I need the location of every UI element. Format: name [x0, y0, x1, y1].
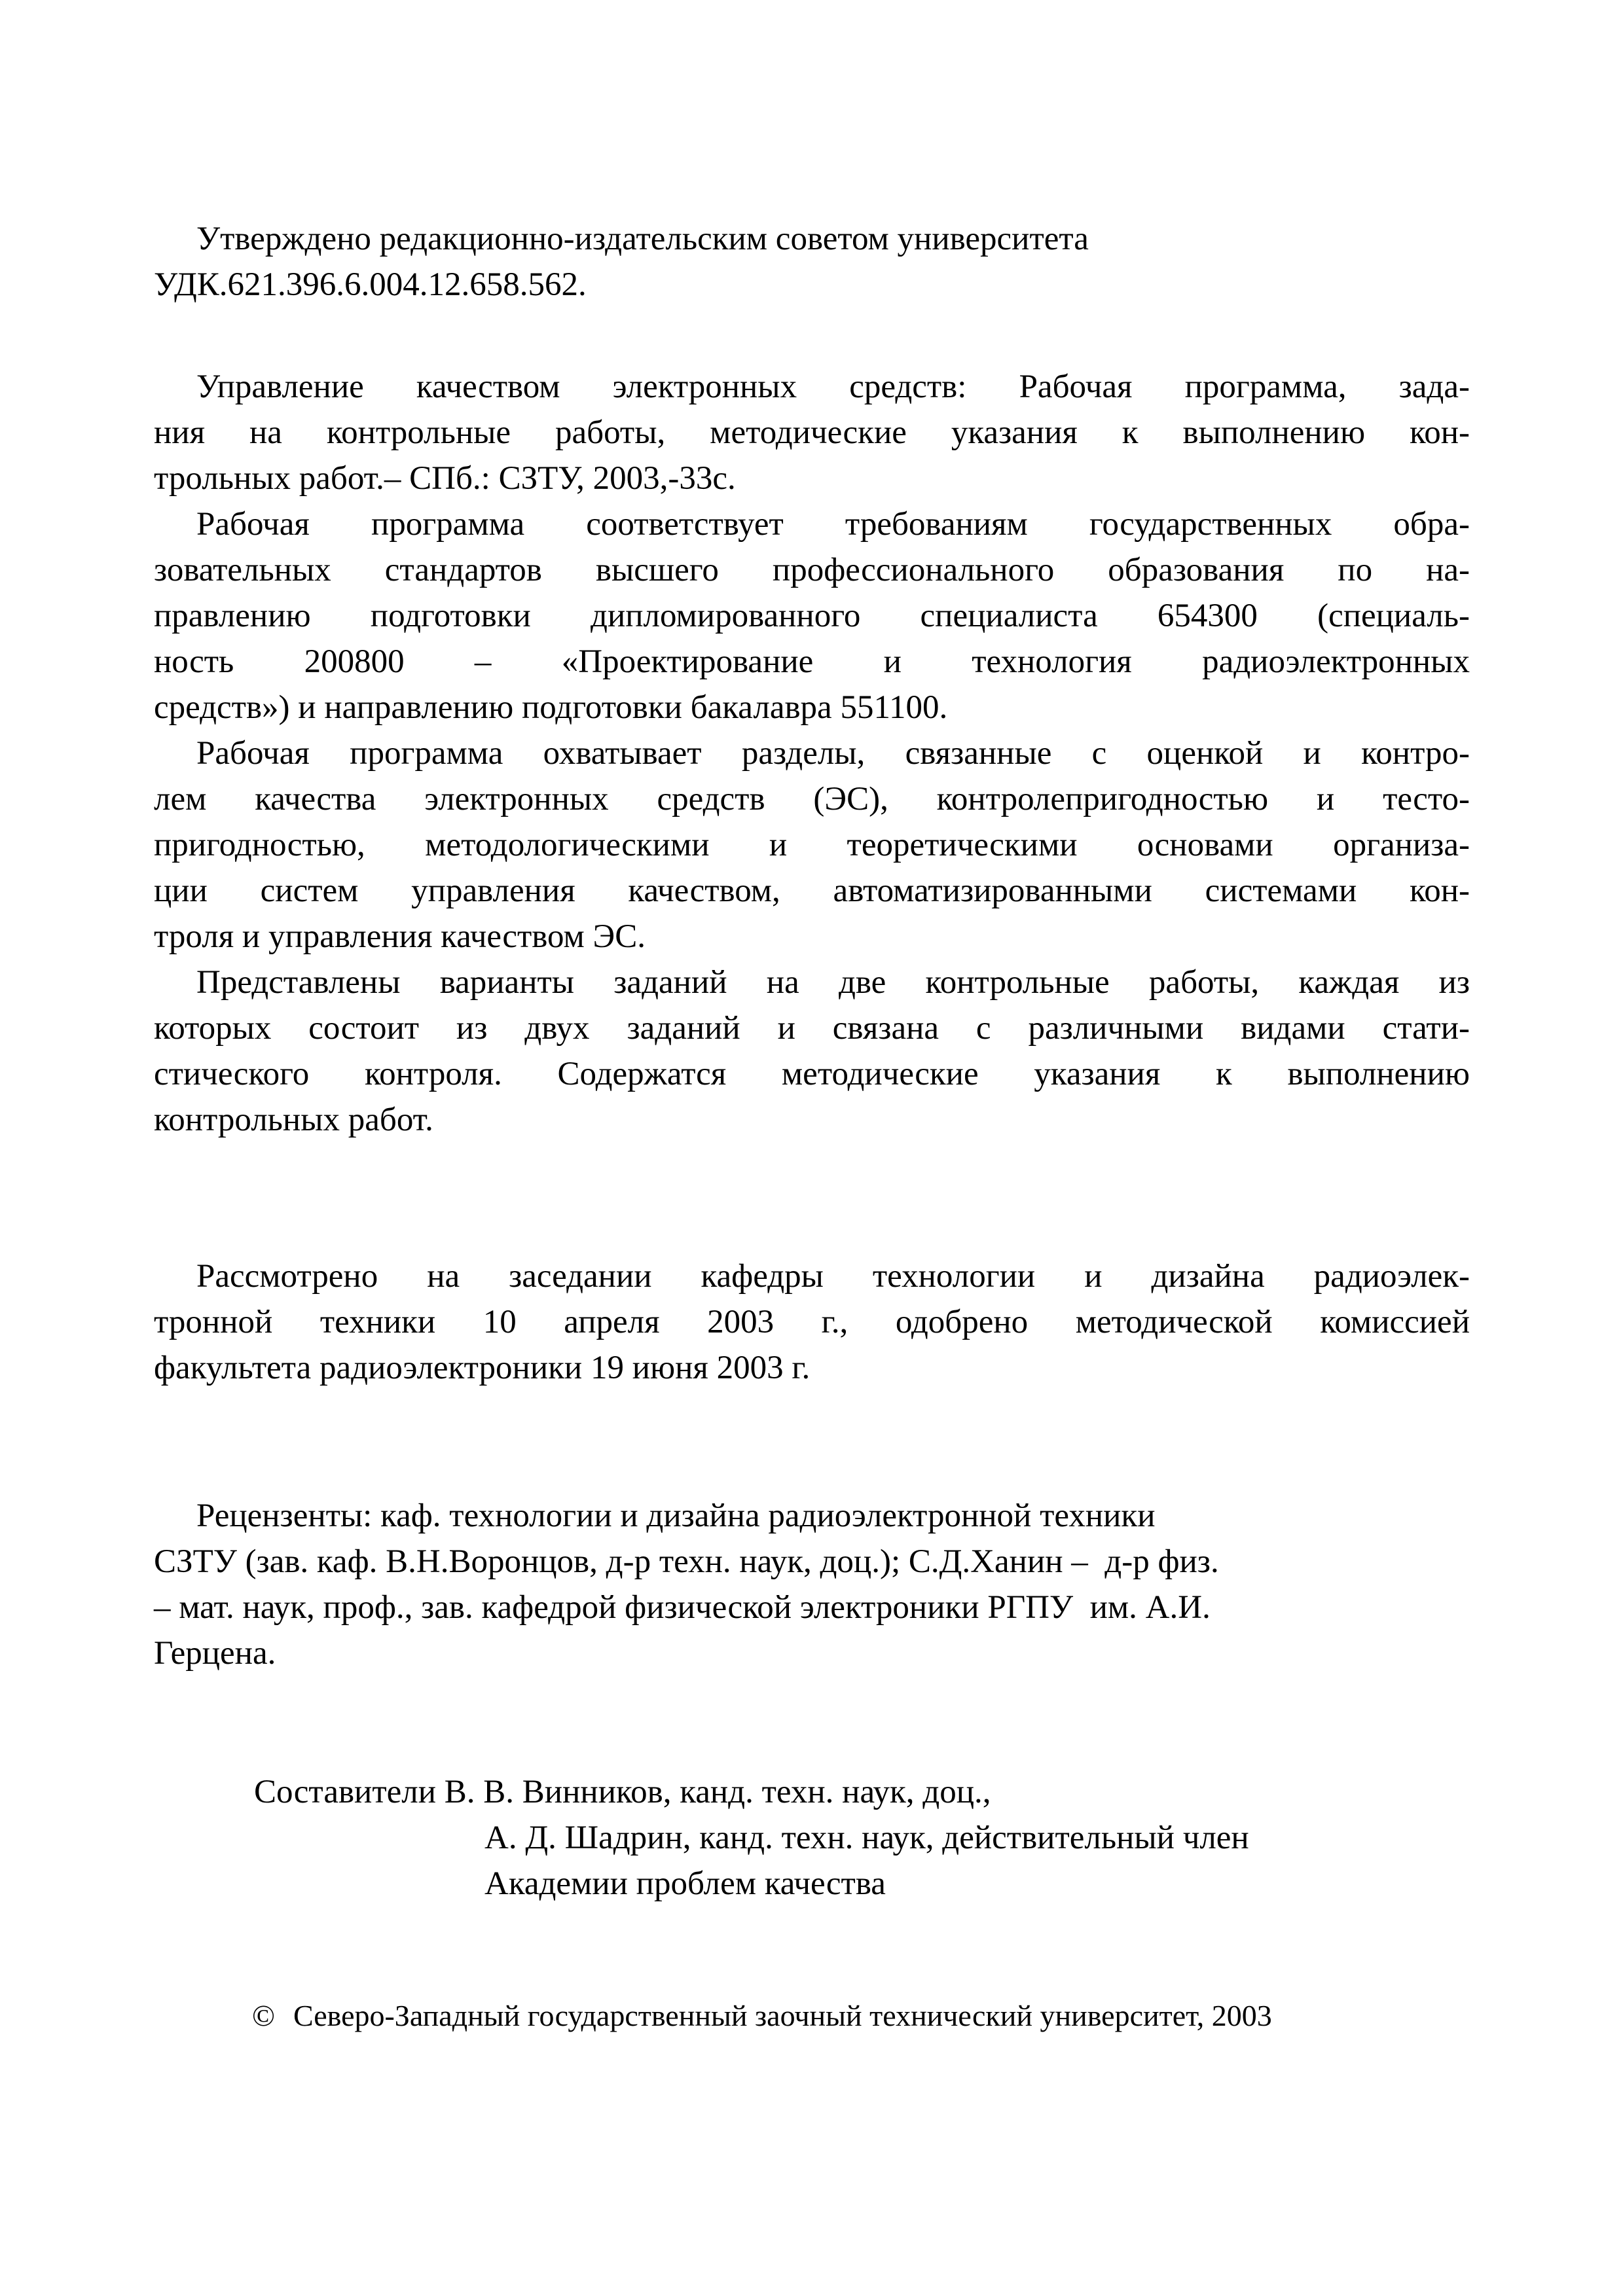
abstract-paragraph-title — [154, 364, 1470, 501]
copyright-text: Северо-Западный государственный заочный технический университет, 2003 — [293, 1999, 1272, 2032]
abstract-line: средств») и направлению подготовки бакалавра 551100. — [154, 689, 948, 726]
approval-block — [154, 216, 1470, 308]
copyright-line — [252, 1993, 1272, 2039]
abstract-line: Рабочая программа охватывает разделы, связанные с оценкой и контро- — [196, 735, 1470, 772]
review-approval-block — [154, 1253, 1470, 1391]
reviewers-line: СЗТУ (зав. каф. В.Н.Воронцов, д-р техн. наук, доц.); С.Д.Ханин – д-р физ. — [154, 1543, 1219, 1580]
abstract-line: Управление качеством электронных средств: Рабочая программа, зада- — [196, 368, 1470, 405]
reviewers-block — [154, 1493, 1470, 1676]
abstract-line: зовательных стандартов высшего профессионального образования по на- — [154, 552, 1470, 588]
review-approval-line: факультета радиоэлектроники 19 июня 2003 г. — [154, 1350, 811, 1386]
abstract-line: трольных работ.– СПб.: СЗТУ, 2003,-33с. — [154, 460, 736, 497]
compiler-shadrin-affiliation: Академии проблем качества — [484, 1865, 886, 1902]
compiler-vinnikov: Составители В. В. Винников, канд. техн. наук, доц., — [254, 1774, 991, 1810]
review-approval-line: Рассмотрено на заседании кафедры технологии и дизайна радиоэлек- — [196, 1258, 1470, 1295]
abstract-line: пригодностью, методологическими и теоретическими основами организа- — [154, 827, 1470, 863]
reviewers-line: – мат. наук, проф., зав. кафедрой физической электроники РГПУ им. А.И. — [154, 1589, 1211, 1626]
approval-statement: Утверждено редакционно-издательским советом университета — [196, 221, 1089, 257]
abstract-line: контрольных работ. — [154, 1102, 433, 1138]
udk-code: УДК.621.396.6.004.12.658.562. — [154, 266, 587, 303]
abstract-line: правлению подготовки дипломированного специалиста 654300 (специаль- — [154, 598, 1470, 634]
abstract-line: Рабочая программа соответствует требованиям государственных обра- — [196, 506, 1470, 543]
reviewers-line: Герцена. — [154, 1635, 276, 1672]
abstract-line: ния на контрольные работы, методические указания к выполнению кон- — [154, 414, 1470, 451]
copyright-icon: © — [252, 1999, 275, 2032]
reviewers-line: Рецензенты: каф. технологии и дизайна радиоэлектронной техники — [196, 1498, 1156, 1534]
abstract-line: которых состоит из двух заданий и связана с различными видами стати- — [154, 1010, 1470, 1047]
abstract-line: ции систем управления качеством, автоматизированными системами кон- — [154, 872, 1470, 909]
review-approval-line: тронной техники 10 апреля 2003 г., одобрено методической комиссией — [154, 1304, 1470, 1340]
abstract-line: лем качества электронных средств (ЭС), контролепригодностью и тесто- — [154, 781, 1470, 817]
abstract-line: ность 200800 – «Проектирование и технология радиоэлектронных — [154, 643, 1470, 680]
abstract-block — [154, 364, 1470, 1143]
abstract-line: стического контроля. Содержатся методические указания к выполнению — [154, 1056, 1470, 1092]
abstract-line: Представлены варианты заданий на две контрольные работы, каждая из — [196, 964, 1470, 1001]
compiler-shadrin: А. Д. Шадрин, канд. техн. наук, действительный член — [484, 1820, 1249, 1856]
abstract-paragraph-tasks — [154, 960, 1470, 1143]
abstract-paragraph-scope — [154, 730, 1470, 960]
abstract-line: троля и управления качеством ЭС. — [154, 918, 646, 955]
abstract-paragraph-standards — [154, 501, 1470, 730]
